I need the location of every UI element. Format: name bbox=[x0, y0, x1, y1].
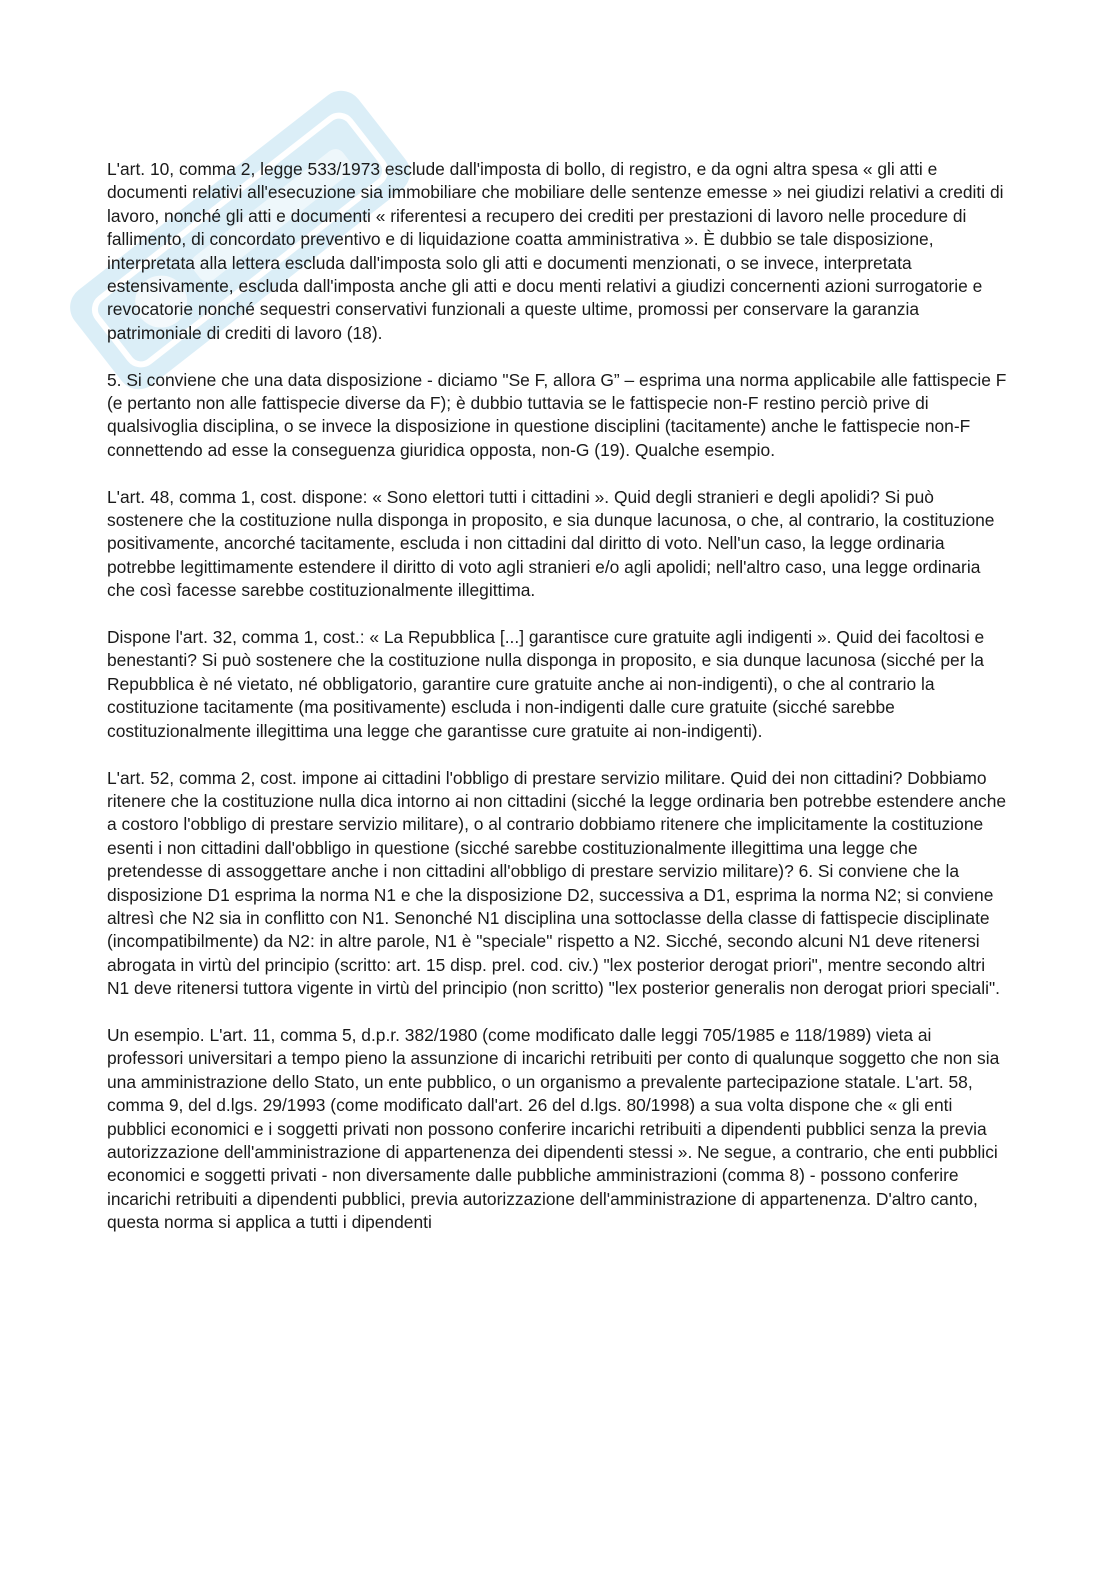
paragraph-example-dpr: Un esempio. L'art. 11, comma 5, d.p.r. 382/1980 (come modificato dalle leggi 705/1985 e 118/1989) vieta ai professori universitari a tempo pieno la assunzione di incarichi retribuiti per conto di qualunque soggetto che non sia una amministrazione dello Stato, un ente pubblico, o un organismo a prevalente partecipazione statale. L'art. 58, comma 9, del d.lgs. 29/1993 (come modificato dall'art. 26 del d.lgs. 80/1998) a sua volta dispone che « gli enti pubblici economici e i soggetti privati non possono conferire incarichi retribuiti a dipendenti pubblici senza la previa autorizzazione dell'amministrazione di appartenenza dei dipendenti stessi ». Ne segue, a contrario, che enti pubblici economici e soggetti privati - non diversamente dalle pubbliche amministrazioni (comma 8) - possono conferire incarichi retribuiti a dipendenti pubblici, previa autorizzazione dell'amministrazione di appartenenza. D'altro canto, questa norma si applica a tutti i dipendenti bbox=[107, 1024, 1000, 1233]
paragraph-art-32: Dispone l'art. 32, comma 1, cost.: « La Repubblica [...] garantisce cure gratuite agli indigenti ». Quid dei facoltosi e benestanti? Si può sostenere che la costituzione nulla disponga in proposito, e sia dunque lacunosa (sicché per la Repubblica è né vietato, né obbligatorio, garantire cure gratuite anche ai non-indigenti), o che al contrario la costituzione tacitamente (ma positivamente) escluda i non-indigenti dalle cure gratuite (sicché sarebbe costituzionalmente illegittima una legge che garantisse cure gratuite ai non-indigenti). bbox=[107, 627, 985, 741]
document-body bbox=[107, 158, 1012, 1258]
paragraph-section-5: 5. Si conviene che una data disposizione - diciamo "Se F, allora G” – esprima una norma applicabile alle fattispecie F (e pertanto non alle fattispecie diverse da F); è dubbio tuttavia se le fattispecie non-F restino perciò prive di qualsivoglia disciplina, o se invece la disposizione in questione disciplini (tacitamente) anche le fattispecie non-F connettendo ad esse la conseguenza giuridica opposta, non-G (19). Qualche esempio. bbox=[107, 369, 1007, 460]
paragraph-art-52: L'art. 52, comma 2, cost. impone ai cittadini l'obbligo di prestare servizio militare. Quid dei non cittadini? Dobbiamo ritenere che la costituzione nulla dica intorno ai non cittadini (sicché la legge ordinaria ben potrebbe estendere anche a costoro l'obbligo di prestare servizio militare), o al contrario dobbiamo ritenere che implicitamente la costituzione esenti i non cittadini dall'obbligo in questione (sicché sarebbe costituzionalmente illegittima una legge che pretendesse di assoggettare anche i non cittadini all'obbligo di prestare servizio militare)? 6. Si conviene che la disposizione D1 esprima la norma N1 e che la disposizione D2, successiva a D1, esprima la norma N2; si conviene altresì che N2 sia in conflitto con N1. Senonché N1 disciplina una sottoclasse della classe di fattispecie disciplinate (incompatibilmente) da N2: in altre parole, N1 è "speciale" rispetto a N2. Sicché, secondo alcuni N1 deve ritenersi abrogata in virtù del principio (scritto: art. 15 disp. prel. cod. civ.) "lex posterior derogat priori", mentre secondo altri N1 deve ritenersi tuttora vigente in virtù del principio (non scritto) "lex posterior generalis non derogat priori speciali". bbox=[107, 767, 1007, 999]
paragraph-art-10: L'art. 10, comma 2, legge 533/1973 esclude dall'imposta di bollo, di registro, e da ogni altra spesa « gli atti e documenti relativi all'esecuzione sia immobiliare che mobiliare delle sentenze emesse » nei giudizi relativi a crediti di lavoro, nonché gli atti e documenti « riferentesi a recupero dei crediti per prestazioni di lavoro nelle procedure di fallimento, di concordato preventivo e di liquidazione coatta amministrativa ». È dubbio se tale disposizione, interpretata alla lettera escluda dall'imposta solo gli atti e documenti menzionati, o se invece, interpretata estensivamente, escluda dall'imposta anche gli atti e docu menti relativi a giudizi concernenti azioni surrogatorie e revocatorie nonché sequestri conservativi funzionali a queste ultime, promossi per conservare la garanzia patrimoniale di crediti di lavoro (18). bbox=[107, 159, 1004, 343]
paragraph-art-48: L'art. 48, comma 1, cost. dispone: « Sono elettori tutti i cittadini ». Quid degli stranieri e degli apolidi? Si può sostenere che la costituzione nulla disponga in proposito, e sia dunque lacunosa, o che, al contrario, la costituzione positivamente, ancorché tacitamente, escluda i non cittadini dal diritto di voto. Nell'un caso, la legge ordinaria potrebbe legittimamente estendere il diritto di voto agli stranieri e/o agli apolidi; nell'altro caso, una legge ordinaria che così facesse sarebbe costituzionalmente illegittima. bbox=[107, 486, 995, 601]
